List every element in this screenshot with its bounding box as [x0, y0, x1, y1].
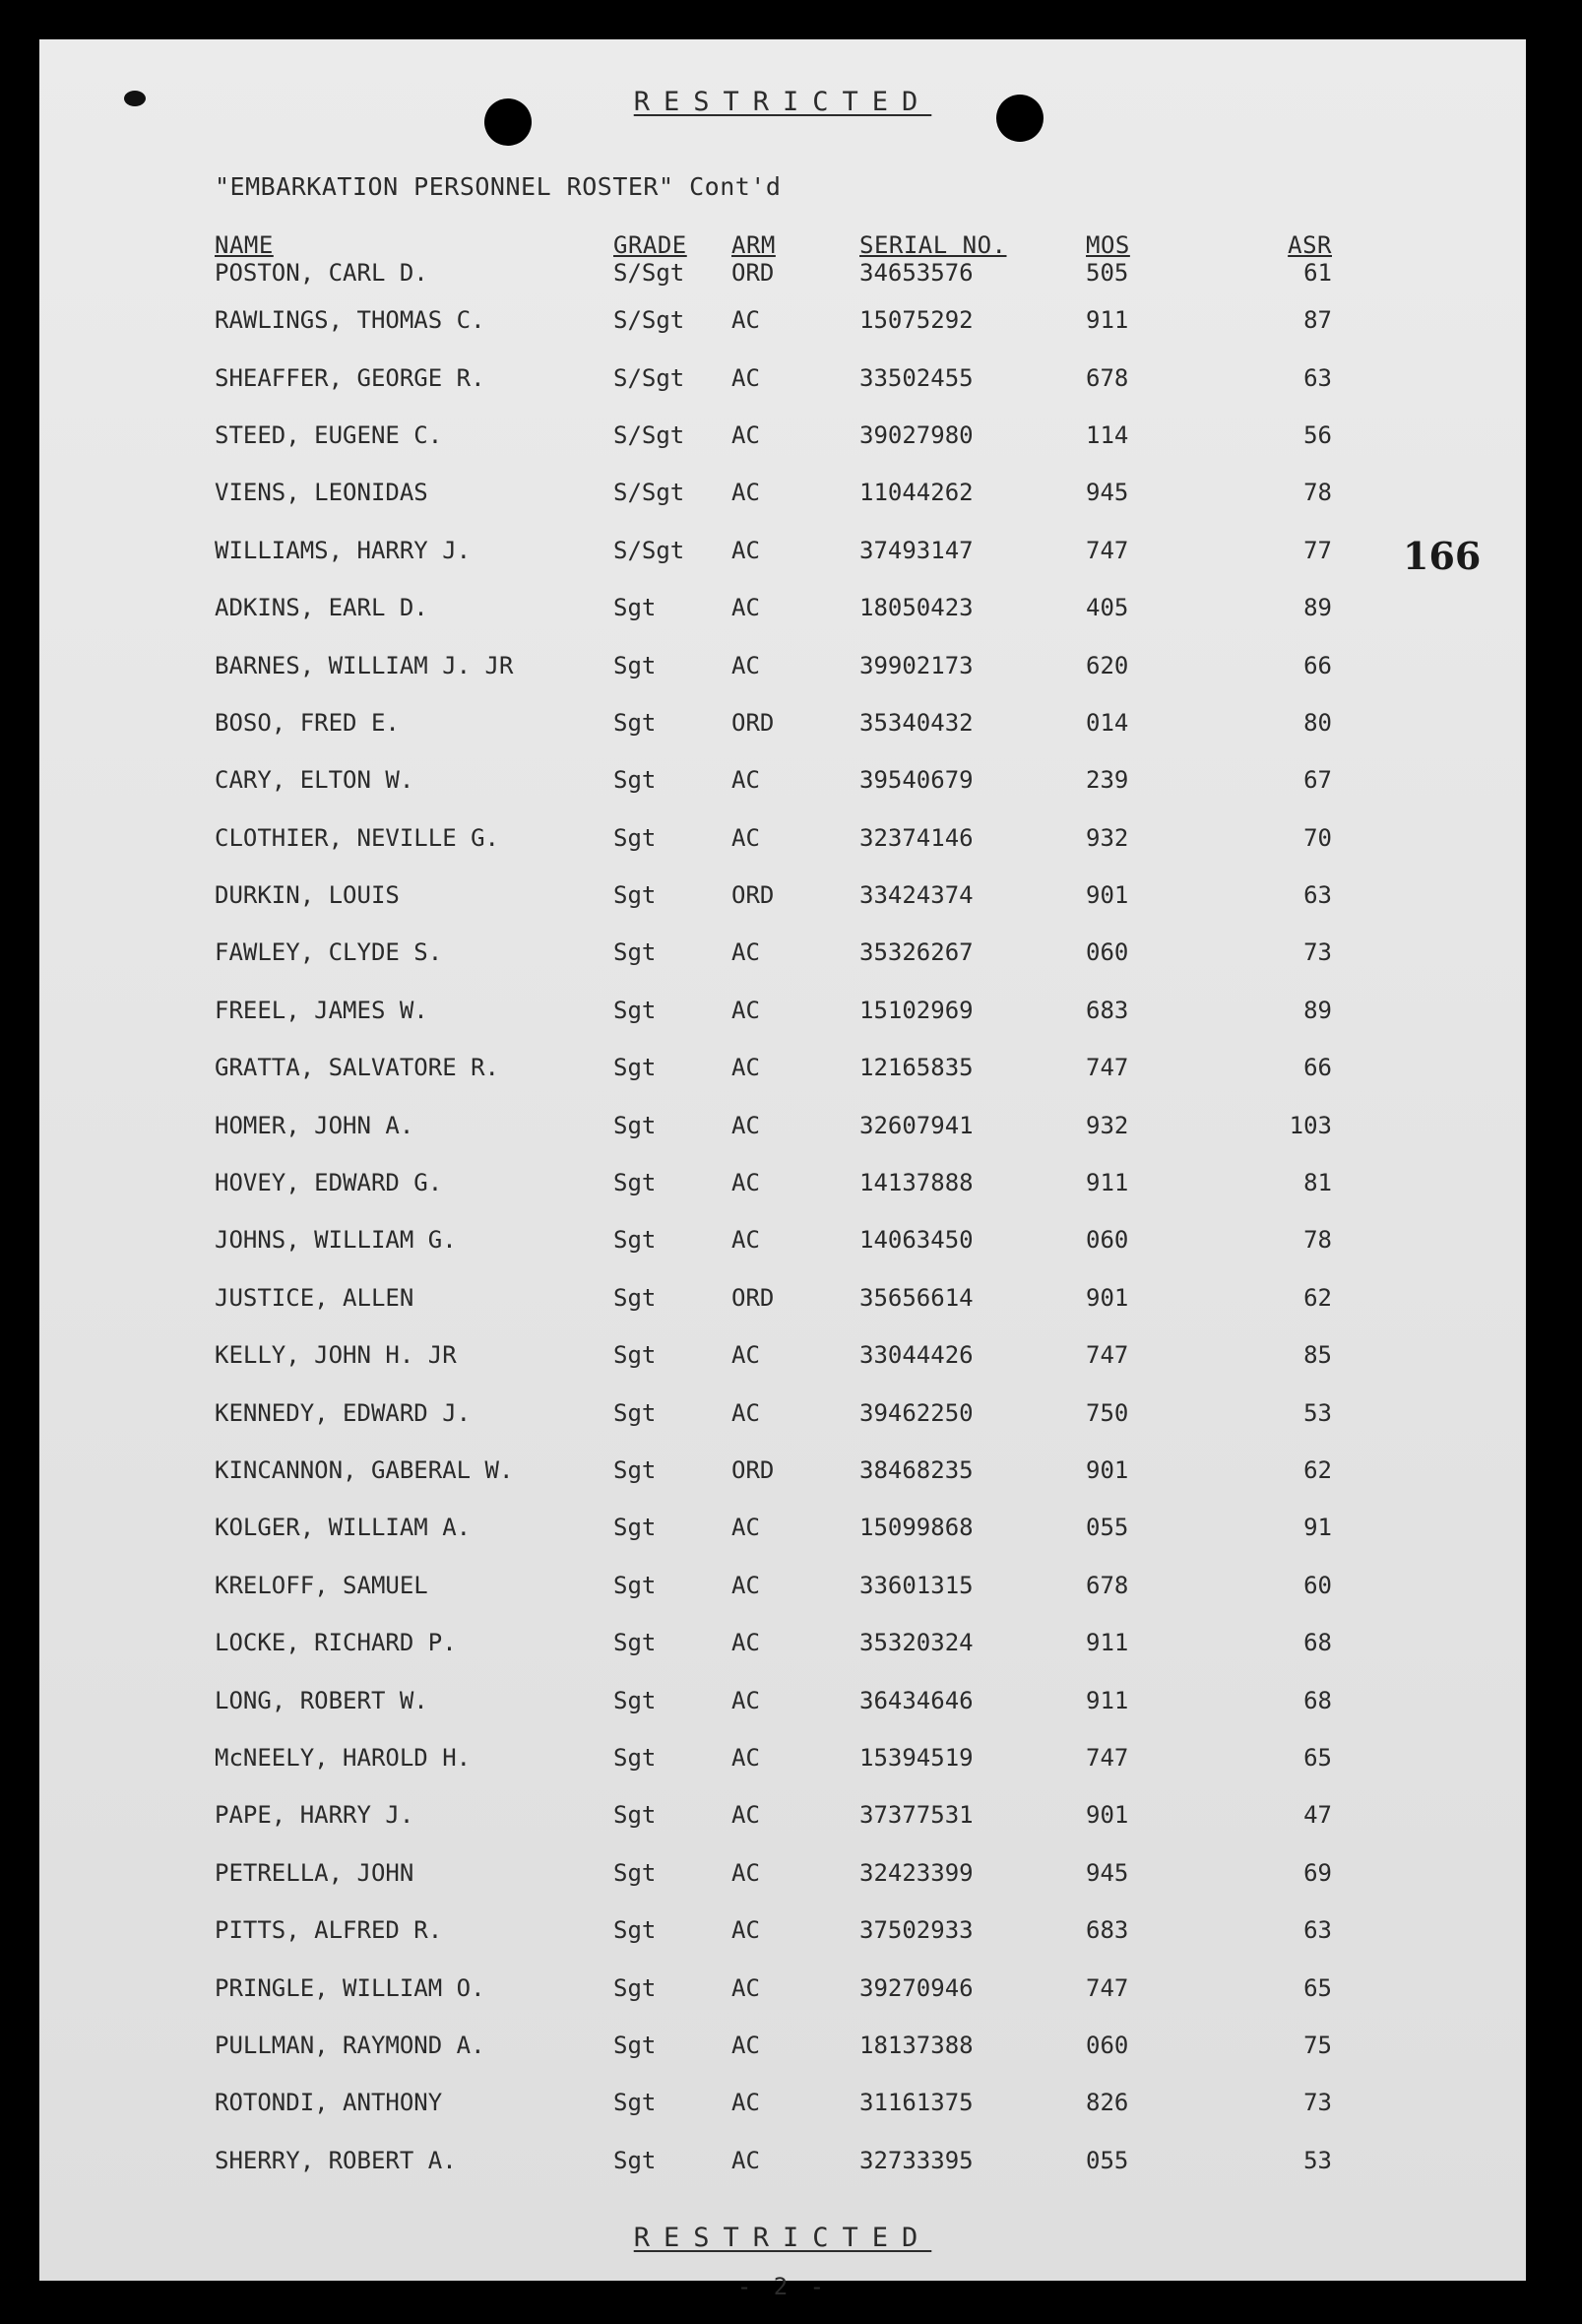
- cell-mos: 747: [1086, 1341, 1129, 1370]
- cell-arm: AC: [731, 2146, 760, 2174]
- cell-grade: Sgt: [613, 766, 657, 795]
- table-row: [207, 1671, 1332, 1728]
- cell-asr: 73: [1303, 938, 1332, 967]
- cell-arm: AC: [731, 1571, 760, 1599]
- cell-grade: Sgt: [613, 1283, 657, 1312]
- cell-grade: Sgt: [613, 1973, 657, 2002]
- cell-mos: 683: [1086, 1916, 1129, 1945]
- cell-asr: 89: [1303, 996, 1332, 1024]
- cell-mos: 114: [1086, 420, 1129, 449]
- cell-name: VIENS, LEONIDAS: [215, 479, 428, 507]
- table-row: [207, 1959, 1332, 2016]
- col-name-header: NAME: [215, 231, 274, 259]
- cell-grade: Sgt: [613, 1916, 657, 1945]
- cell-grade: Sgt: [613, 1054, 657, 1082]
- table-row: [207, 2132, 1332, 2189]
- col-mos-header: MOS: [1086, 231, 1130, 259]
- cell-mos: 678: [1086, 363, 1129, 392]
- cell-name: BARNES, WILLIAM J. JR: [215, 651, 514, 679]
- page-number: - 2 -: [736, 2273, 829, 2300]
- table-row: [207, 924, 1332, 981]
- cell-serial: 35656614: [859, 1283, 974, 1312]
- cell-asr: 78: [1303, 1226, 1332, 1255]
- cell-asr: 73: [1303, 2089, 1332, 2117]
- cell-serial: 39462250: [859, 1398, 974, 1427]
- cell-asr: 53: [1303, 2146, 1332, 2174]
- cell-mos: 747: [1086, 536, 1129, 564]
- cell-asr: 68: [1303, 1629, 1332, 1657]
- cell-asr: 85: [1303, 1341, 1332, 1370]
- table-row: [207, 751, 1332, 808]
- cell-arm: AC: [731, 306, 760, 335]
- cell-arm: AC: [731, 1111, 760, 1139]
- table-row: [207, 694, 1332, 751]
- cell-arm: ORD: [731, 259, 775, 287]
- table-row: [207, 982, 1332, 1039]
- cell-grade: S/Sgt: [613, 259, 685, 287]
- cell-grade: Sgt: [613, 1629, 657, 1657]
- table-row: [207, 1902, 1332, 1959]
- cell-mos: 747: [1086, 1054, 1129, 1082]
- table-row: [207, 1844, 1332, 1902]
- cell-asr: 65: [1303, 1743, 1332, 1772]
- cell-serial: 39540679: [859, 766, 974, 795]
- cell-arm: ORD: [731, 1456, 775, 1484]
- cell-mos: 239: [1086, 766, 1129, 795]
- cell-serial: 32607941: [859, 1111, 974, 1139]
- cell-arm: AC: [731, 2031, 760, 2059]
- cell-asr: 103: [1289, 1111, 1332, 1139]
- cell-arm: AC: [731, 363, 760, 392]
- cell-mos: 014: [1086, 708, 1129, 737]
- col-grade-header: GRADE: [613, 231, 687, 259]
- cell-mos: 055: [1086, 2146, 1129, 2174]
- cell-mos: 060: [1086, 938, 1129, 967]
- cell-grade: Sgt: [613, 1456, 657, 1484]
- cell-mos: 911: [1086, 1629, 1129, 1657]
- cell-grade: Sgt: [613, 2089, 657, 2117]
- cell-name: RAWLINGS, THOMAS C.: [215, 306, 485, 335]
- cell-asr: 62: [1303, 1456, 1332, 1484]
- cell-grade: Sgt: [613, 1801, 657, 1830]
- cell-mos: 060: [1086, 1226, 1129, 1255]
- table-row: [207, 1442, 1332, 1499]
- cell-serial: 32423399: [859, 1858, 974, 1887]
- cell-arm: AC: [731, 1341, 760, 1370]
- cell-name: PAPE, HARRY J.: [215, 1801, 414, 1830]
- table-row: [207, 464, 1332, 521]
- cell-name: DURKIN, LOUIS: [215, 881, 400, 910]
- cell-serial: 39902173: [859, 651, 974, 679]
- cell-serial: 39270946: [859, 1973, 974, 2002]
- cell-mos: 620: [1086, 651, 1129, 679]
- cell-asr: 56: [1303, 420, 1332, 449]
- cell-mos: 911: [1086, 1686, 1129, 1714]
- cell-arm: AC: [731, 1226, 760, 1255]
- cell-grade: Sgt: [613, 708, 657, 737]
- cell-name: LONG, ROBERT W.: [215, 1686, 428, 1714]
- cell-arm: AC: [731, 420, 760, 449]
- cell-serial: 33424374: [859, 881, 974, 910]
- cell-name: LOCKE, RICHARD P.: [215, 1629, 457, 1657]
- cell-grade: Sgt: [613, 1226, 657, 1255]
- cell-grade: S/Sgt: [613, 363, 685, 392]
- cell-serial: 35340432: [859, 708, 974, 737]
- cell-name: PITTS, ALFRED R.: [215, 1916, 443, 1945]
- cell-asr: 60: [1303, 1571, 1332, 1599]
- table-row: [207, 1326, 1332, 1384]
- cell-serial: 18137388: [859, 2031, 974, 2059]
- cell-asr: 69: [1303, 1858, 1332, 1887]
- cell-grade: Sgt: [613, 1169, 657, 1197]
- cell-grade: Sgt: [613, 1341, 657, 1370]
- cell-mos: 911: [1086, 1169, 1129, 1197]
- cell-name: PRINGLE, WILLIAM O.: [215, 1973, 485, 2002]
- table-header-row: [207, 229, 1332, 259]
- cell-serial: 15394519: [859, 1743, 974, 1772]
- table-row: [207, 1729, 1332, 1786]
- cell-asr: 62: [1303, 1283, 1332, 1312]
- cell-grade: S/Sgt: [613, 420, 685, 449]
- cell-serial: 38468235: [859, 1456, 974, 1484]
- col-serial-header: SERIAL NO.: [859, 231, 1007, 259]
- cell-grade: Sgt: [613, 1686, 657, 1714]
- cell-name: GRATTA, SALVATORE R.: [215, 1054, 499, 1082]
- cell-name: SHEAFFER, GEORGE R.: [215, 363, 485, 392]
- cell-mos: 750: [1086, 1398, 1129, 1427]
- cell-serial: 37377531: [859, 1801, 974, 1830]
- table-row: [207, 259, 1332, 291]
- cell-serial: 14063450: [859, 1226, 974, 1255]
- cell-arm: AC: [731, 1514, 760, 1542]
- cell-serial: 37493147: [859, 536, 974, 564]
- cell-mos: 945: [1086, 1858, 1129, 1887]
- cell-grade: Sgt: [613, 823, 657, 852]
- cell-grade: Sgt: [613, 1514, 657, 1542]
- cell-name: KRELOFF, SAMUEL: [215, 1571, 428, 1599]
- cell-name: PULLMAN, RAYMOND A.: [215, 2031, 485, 2059]
- cell-arm: AC: [731, 1398, 760, 1427]
- cell-asr: 68: [1303, 1686, 1332, 1714]
- cell-asr: 70: [1303, 823, 1332, 852]
- table-row: [207, 291, 1332, 349]
- cell-name: HOMER, JOHN A.: [215, 1111, 414, 1139]
- cell-arm: ORD: [731, 708, 775, 737]
- cell-arm: AC: [731, 651, 760, 679]
- cell-name: POSTON, CARL D.: [215, 259, 428, 287]
- cell-arm: AC: [731, 1054, 760, 1082]
- cell-mos: 945: [1086, 479, 1129, 507]
- cell-asr: 89: [1303, 594, 1332, 622]
- cell-asr: 66: [1303, 651, 1332, 679]
- cell-serial: 15102969: [859, 996, 974, 1024]
- cell-arm: AC: [731, 1973, 760, 2002]
- cell-arm: AC: [731, 536, 760, 564]
- cell-mos: 901: [1086, 1456, 1129, 1484]
- cell-name: ROTONDI, ANTHONY: [215, 2089, 443, 2117]
- col-asr-header: ASR: [1288, 231, 1332, 259]
- cell-name: McNEELY, HAROLD H.: [215, 1743, 472, 1772]
- cell-asr: 81: [1303, 1169, 1332, 1197]
- cell-name: KELLY, JOHN H. JR: [215, 1341, 457, 1370]
- table-row: [207, 407, 1332, 464]
- cell-grade: Sgt: [613, 594, 657, 622]
- cell-name: SHERRY, ROBERT A.: [215, 2146, 457, 2174]
- cell-arm: AC: [731, 1169, 760, 1197]
- roster-title: "EMBARKATION PERSONNEL ROSTER" Cont'd: [215, 172, 782, 201]
- cell-arm: AC: [731, 938, 760, 967]
- cell-mos: 901: [1086, 881, 1129, 910]
- cell-grade: S/Sgt: [613, 306, 685, 335]
- cell-serial: 37502933: [859, 1916, 974, 1945]
- table-row: [207, 1557, 1332, 1614]
- table-row: [207, 1154, 1332, 1211]
- cell-grade: Sgt: [613, 1571, 657, 1599]
- cell-serial: 12165835: [859, 1054, 974, 1082]
- cell-arm: AC: [731, 1743, 760, 1772]
- cell-asr: 87: [1303, 306, 1332, 335]
- col-arm-header: ARM: [731, 231, 776, 259]
- cell-asr: 66: [1303, 1054, 1332, 1082]
- table-row: [207, 1384, 1332, 1441]
- cell-name: FAWLEY, CLYDE S.: [215, 938, 443, 967]
- cell-serial: 35326267: [859, 938, 974, 967]
- roster-body: [207, 259, 1332, 2189]
- cell-asr: 63: [1303, 1916, 1332, 1945]
- cell-serial: 11044262: [859, 479, 974, 507]
- cell-grade: S/Sgt: [613, 536, 685, 564]
- cell-asr: 75: [1303, 2031, 1332, 2059]
- table-row: [207, 867, 1332, 924]
- cell-serial: 33044426: [859, 1341, 974, 1370]
- cell-name: ADKINS, EARL D.: [215, 594, 428, 622]
- cell-mos: 055: [1086, 1514, 1129, 1542]
- cell-mos: 932: [1086, 823, 1129, 852]
- cell-mos: 678: [1086, 1571, 1129, 1599]
- table-row: [207, 1786, 1332, 1843]
- cell-grade: Sgt: [613, 2031, 657, 2059]
- cell-serial: 39027980: [859, 420, 974, 449]
- cell-serial: 15099868: [859, 1514, 974, 1542]
- cell-name: JUSTICE, ALLEN: [215, 1283, 414, 1312]
- cell-asr: 53: [1303, 1398, 1332, 1427]
- table-row: [207, 1499, 1332, 1556]
- cell-arm: AC: [731, 479, 760, 507]
- classification-footer: RESTRICTED: [633, 2223, 932, 2253]
- cell-serial: 31161375: [859, 2089, 974, 2117]
- cell-mos: 505: [1086, 259, 1129, 287]
- cell-mos: 747: [1086, 1743, 1129, 1772]
- table-row: [207, 1211, 1332, 1268]
- cell-asr: 77: [1303, 536, 1332, 564]
- cell-mos: 405: [1086, 594, 1129, 622]
- table-row: [207, 522, 1332, 579]
- cell-mos: 060: [1086, 2031, 1129, 2059]
- cell-grade: Sgt: [613, 1398, 657, 1427]
- cell-arm: AC: [731, 1916, 760, 1945]
- cell-name: PETRELLA, JOHN: [215, 1858, 414, 1887]
- cell-grade: Sgt: [613, 2146, 657, 2174]
- cell-asr: 63: [1303, 363, 1332, 392]
- table-row: [207, 2017, 1332, 2074]
- cell-name: CARY, ELTON W.: [215, 766, 414, 795]
- margin-page-number: 166: [1403, 534, 1482, 578]
- cell-grade: Sgt: [613, 1858, 657, 1887]
- table-row: [207, 1039, 1332, 1096]
- cell-arm: AC: [731, 766, 760, 795]
- cell-grade: Sgt: [613, 1111, 657, 1139]
- cell-arm: ORD: [731, 1283, 775, 1312]
- cell-arm: AC: [731, 1629, 760, 1657]
- cell-asr: 78: [1303, 479, 1332, 507]
- table-row: [207, 579, 1332, 636]
- cell-asr: 80: [1303, 708, 1332, 737]
- cell-name: HOVEY, EDWARD G.: [215, 1169, 443, 1197]
- cell-serial: 34653576: [859, 259, 974, 287]
- cell-asr: 47: [1303, 1801, 1332, 1830]
- cell-name: KINCANNON, GABERAL W.: [215, 1456, 514, 1484]
- table-row: [207, 1614, 1332, 1671]
- table-row: [207, 809, 1332, 867]
- cell-name: KENNEDY, EDWARD J.: [215, 1398, 472, 1427]
- cell-asr: 65: [1303, 1973, 1332, 2002]
- cell-serial: 32374146: [859, 823, 974, 852]
- cell-name: JOHNS, WILLIAM G.: [215, 1226, 457, 1255]
- table-row: [207, 1096, 1332, 1153]
- document-page: [39, 39, 1526, 2300]
- cell-name: WILLIAMS, HARRY J.: [215, 536, 472, 564]
- cell-arm: AC: [731, 594, 760, 622]
- cell-arm: AC: [731, 1858, 760, 1887]
- cell-mos: 932: [1086, 1111, 1129, 1139]
- table-row: [207, 2074, 1332, 2131]
- cell-arm: AC: [731, 996, 760, 1024]
- cell-name: KOLGER, WILLIAM A.: [215, 1514, 472, 1542]
- cell-grade: S/Sgt: [613, 479, 685, 507]
- cell-serial: 36434646: [859, 1686, 974, 1714]
- cell-arm: AC: [731, 823, 760, 852]
- cell-arm: ORD: [731, 881, 775, 910]
- cell-serial: 35320324: [859, 1629, 974, 1657]
- cell-name: BOSO, FRED E.: [215, 708, 400, 737]
- cell-asr: 67: [1303, 766, 1332, 795]
- cell-asr: 63: [1303, 881, 1332, 910]
- cell-mos: 826: [1086, 2089, 1129, 2117]
- cell-name: CLOTHIER, NEVILLE G.: [215, 823, 499, 852]
- table-row: [207, 636, 1332, 693]
- cell-mos: 901: [1086, 1801, 1129, 1830]
- cell-name: STEED, EUGENE C.: [215, 420, 443, 449]
- cell-asr: 61: [1303, 259, 1332, 287]
- cell-serial: 32733395: [859, 2146, 974, 2174]
- cell-grade: Sgt: [613, 938, 657, 967]
- cell-serial: 18050423: [859, 594, 974, 622]
- cell-grade: Sgt: [613, 651, 657, 679]
- table-row: [207, 1269, 1332, 1326]
- cell-mos: 747: [1086, 1973, 1129, 2002]
- cell-grade: Sgt: [613, 881, 657, 910]
- roster-table: [207, 229, 1332, 2189]
- table-row: [207, 349, 1332, 406]
- cell-arm: AC: [731, 1686, 760, 1714]
- cell-arm: AC: [731, 1801, 760, 1830]
- cell-arm: AC: [731, 2089, 760, 2117]
- cell-serial: 33502455: [859, 363, 974, 392]
- cell-serial: 15075292: [859, 306, 974, 335]
- cell-name: FREEL, JAMES W.: [215, 996, 428, 1024]
- cell-grade: Sgt: [613, 1743, 657, 1772]
- cell-grade: Sgt: [613, 996, 657, 1024]
- classification-header: RESTRICTED: [633, 87, 932, 117]
- cell-mos: 901: [1086, 1283, 1129, 1312]
- cell-asr: 91: [1303, 1514, 1332, 1542]
- cell-mos: 683: [1086, 996, 1129, 1024]
- cell-serial: 14137888: [859, 1169, 974, 1197]
- cell-serial: 33601315: [859, 1571, 974, 1599]
- cell-mos: 911: [1086, 306, 1129, 335]
